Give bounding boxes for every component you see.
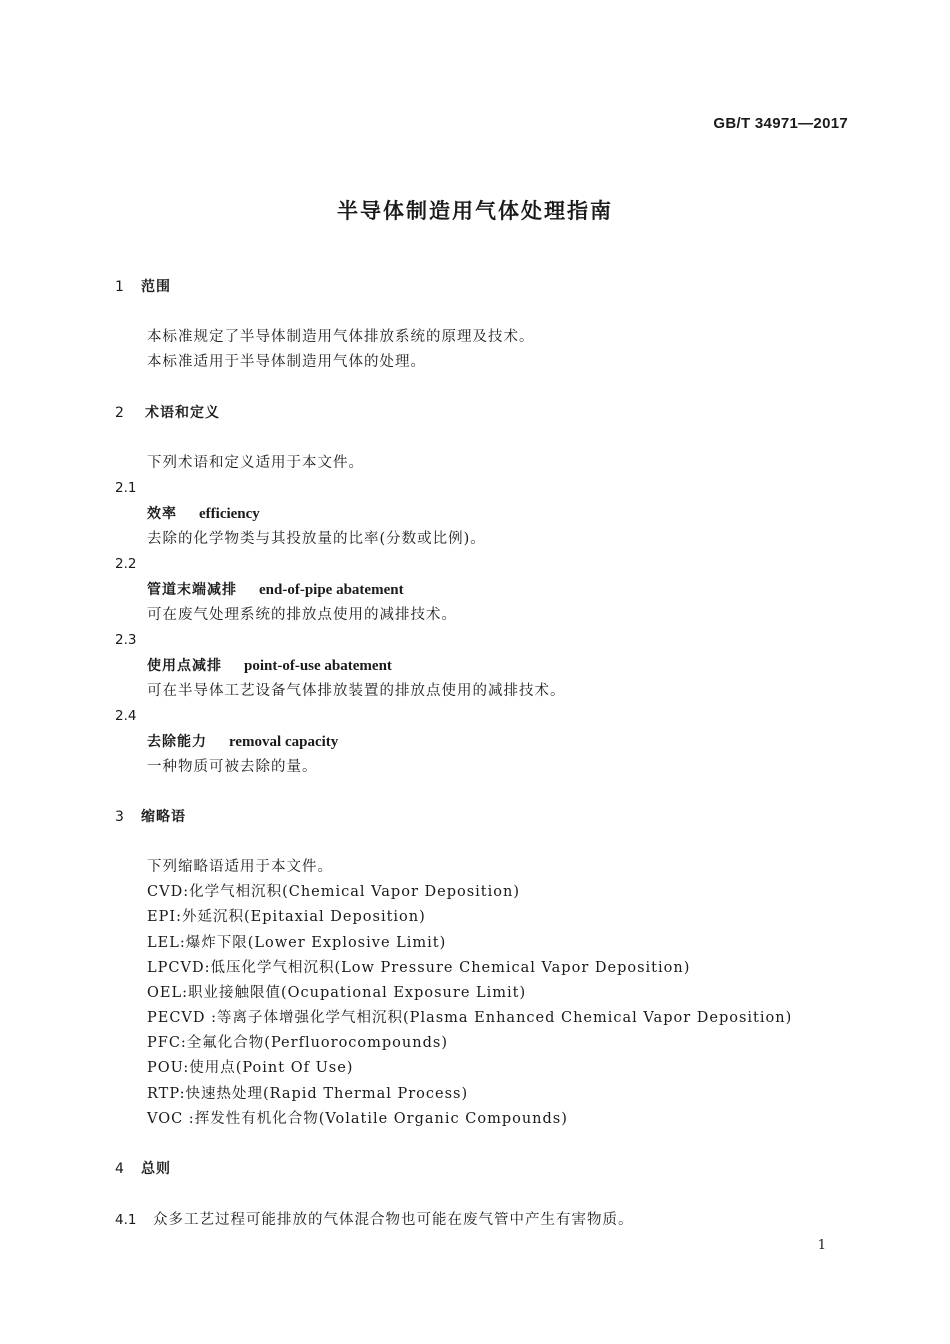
section-number: 1 bbox=[115, 279, 125, 295]
term-entry bbox=[147, 659, 392, 674]
page-number: 1 bbox=[817, 1238, 826, 1253]
clause-text: 众多工艺过程可能排放的气体混合物也可能在废气管中产生有害物质。 bbox=[153, 1212, 634, 1228]
standard-number: GB/T 34971—2017 bbox=[713, 115, 848, 132]
abbreviation-item: OEL:职业接触限值(Ocupational Exposure Limit) bbox=[147, 985, 527, 1001]
term-number: 2.4 bbox=[115, 708, 137, 724]
document-title: 半导体制造用气体处理指南 bbox=[337, 199, 613, 223]
term-entry bbox=[147, 735, 338, 750]
term-definition: 去除的化学物类与其投放量的比率(分数或比例)。 bbox=[147, 531, 486, 547]
section-number: 4 bbox=[115, 1161, 125, 1177]
abbreviation-item: CVD:化学气相沉积(Chemical Vapor Deposition) bbox=[147, 884, 520, 900]
term-number: 2.2 bbox=[115, 556, 137, 572]
term-definition: 可在半导体工艺设备气体排放装置的排放点使用的减排技术。 bbox=[147, 683, 566, 699]
paragraph: 本标准适用于半导体制造用气体的处理。 bbox=[147, 354, 426, 370]
section-title: 总则 bbox=[141, 1161, 171, 1177]
paragraph: 下列术语和定义适用于本文件。 bbox=[147, 455, 364, 471]
section-number: 2 bbox=[115, 405, 125, 421]
paragraph: 下列缩略语适用于本文件。 bbox=[147, 859, 333, 875]
abbreviation-item: LEL:爆炸下限(Lower Explosive Limit) bbox=[147, 935, 447, 951]
section-2-heading bbox=[115, 406, 220, 420]
term-en: end-of-pipe abatement bbox=[259, 582, 404, 598]
clause-4-1 bbox=[115, 1213, 634, 1228]
section-title: 术语和定义 bbox=[145, 405, 220, 421]
section-title: 范围 bbox=[141, 279, 171, 295]
term-cn: 管道末端减排 bbox=[147, 582, 237, 598]
section-number: 3 bbox=[115, 809, 125, 825]
abbreviation-item: LPCVD:低压化学气相沉积(Low Pressure Chemical Vapor Deposition) bbox=[147, 960, 691, 976]
term-en: point-of-use abatement bbox=[244, 658, 392, 674]
term-cn: 去除能力 bbox=[147, 734, 207, 750]
section-1-heading bbox=[115, 280, 171, 294]
term-entry bbox=[147, 507, 260, 522]
term-number: 2.3 bbox=[115, 632, 137, 648]
section-title: 缩略语 bbox=[141, 809, 186, 825]
term-en: removal capacity bbox=[229, 734, 339, 750]
term-number: 2.1 bbox=[115, 480, 137, 496]
abbreviation-item: PECVD :等离子体增强化学气相沉积(Plasma Enhanced Chemical Vapor Deposition) bbox=[147, 1010, 793, 1026]
abbreviation-item: PFC:全氟化合物(Perfluorocompounds) bbox=[147, 1035, 448, 1051]
abbreviation-item: RTP:快速热处理(Rapid Thermal Process) bbox=[147, 1086, 469, 1102]
term-definition: 可在废气处理系统的排放点使用的减排技术。 bbox=[147, 607, 457, 623]
term-cn: 使用点减排 bbox=[147, 658, 222, 674]
abbreviation-item: EPI:外延沉积(Epitaxial Deposition) bbox=[147, 909, 426, 925]
term-en: efficiency bbox=[199, 506, 260, 522]
term-cn: 效率 bbox=[147, 506, 177, 522]
section-3-heading bbox=[115, 810, 186, 824]
term-definition: 一种物质可被去除的量。 bbox=[147, 759, 318, 775]
abbreviation-item: VOC :挥发性有机化合物(Volatile Organic Compounds) bbox=[147, 1111, 568, 1127]
term-entry bbox=[147, 583, 404, 598]
paragraph: 本标准规定了半导体制造用气体排放系统的原理及技术。 bbox=[147, 329, 535, 345]
abbreviation-item: POU:使用点(Point Of Use) bbox=[147, 1060, 354, 1076]
section-4-heading bbox=[115, 1162, 171, 1176]
clause-number: 4.1 bbox=[115, 1212, 137, 1228]
